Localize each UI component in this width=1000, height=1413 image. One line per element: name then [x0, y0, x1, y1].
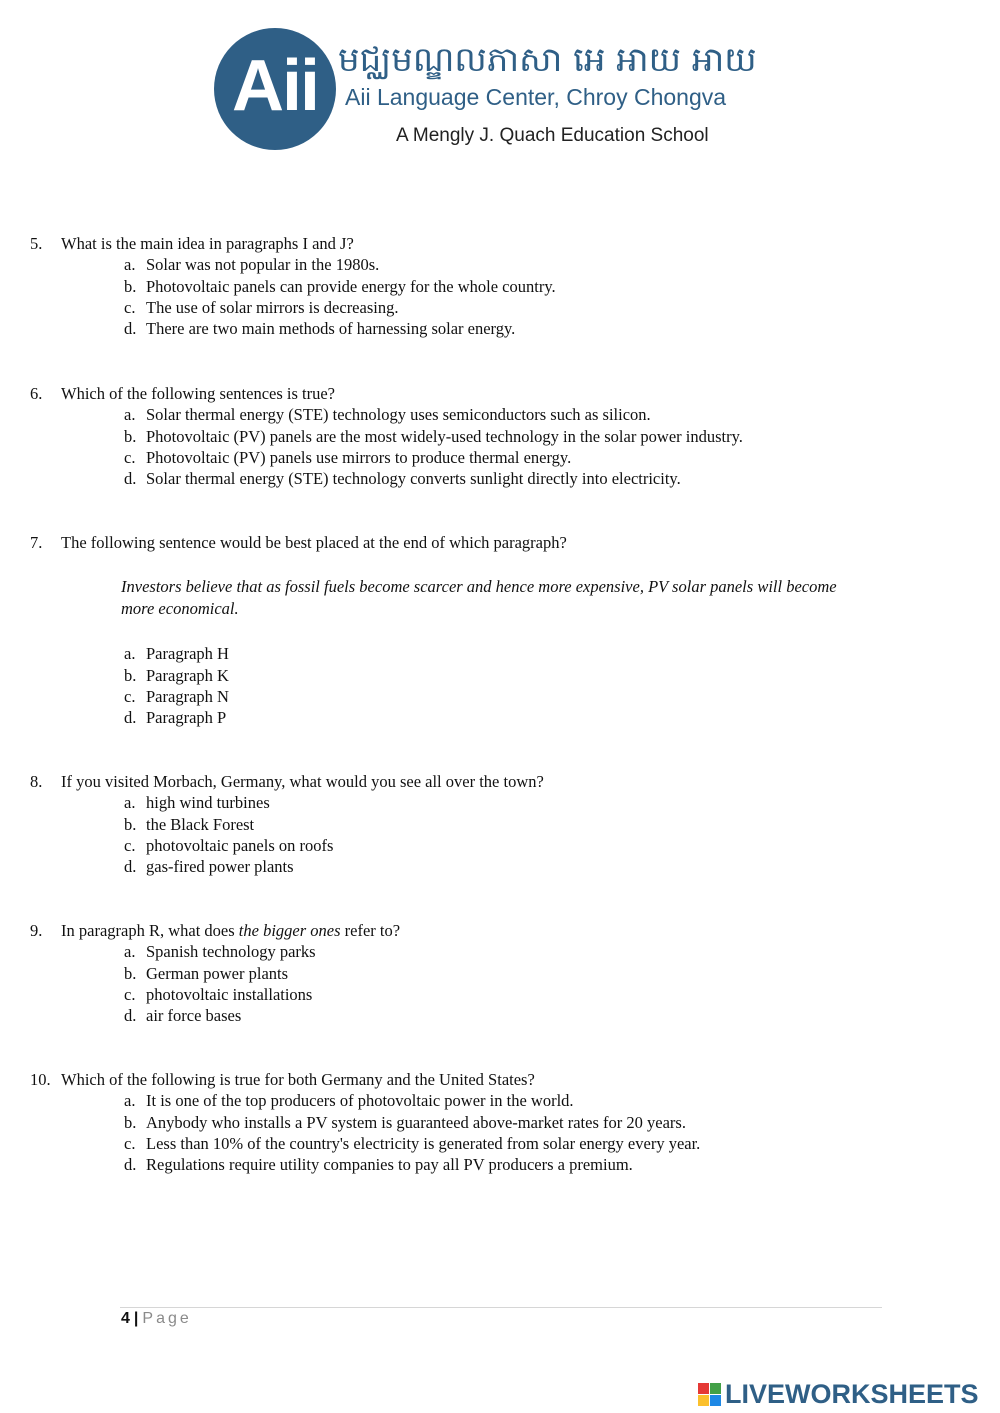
option-letter: c.: [124, 297, 136, 317]
option-text: air force bases: [146, 1006, 242, 1026]
question-text: If you visited Morbach, Germany, what would you see all over the town?: [61, 772, 544, 791]
question-number: 6.: [30, 384, 43, 403]
question-6: [30, 383, 743, 489]
option-letter: a.: [124, 1091, 136, 1111]
option-list: [124, 1090, 700, 1175]
question-number: 9.: [30, 921, 43, 940]
option-text: Paragraph H: [146, 644, 229, 664]
page-separator: |: [133, 1310, 139, 1327]
option-d[interactable]: [124, 856, 544, 877]
school-name: Aii Language Center, Chroy Chongva: [345, 84, 727, 110]
option-text: the Black Forest: [146, 814, 255, 834]
option-d[interactable]: [124, 468, 743, 489]
footer-divider: [120, 1307, 882, 1308]
option-letter: a.: [124, 942, 136, 962]
option-letter: b.: [124, 665, 137, 685]
question-text: Which of the following is true for both Germany and the United States?: [61, 1070, 535, 1089]
school-subtitle: A Mengly J. Quach Education School: [396, 125, 709, 146]
school-logo: [214, 28, 336, 150]
question-5: [30, 233, 556, 339]
option-list: [124, 254, 556, 339]
option-d[interactable]: [124, 1005, 400, 1026]
option-letter: d.: [124, 708, 137, 728]
option-text: Photovoltaic (PV) panels are the most widely-used technology in the solar power industry.: [146, 426, 743, 446]
option-text: Photovoltaic panels can provide energy for the whole country.: [146, 276, 556, 296]
option-letter: c.: [124, 686, 136, 706]
option-letter: c.: [124, 835, 136, 855]
question-stem: [30, 383, 743, 404]
option-letter: a.: [124, 793, 136, 813]
option-letter: d.: [124, 469, 137, 489]
option-letter: d.: [124, 319, 137, 339]
option-letter: c.: [124, 1133, 136, 1153]
question-stem: [30, 532, 871, 553]
option-c[interactable]: [124, 984, 400, 1005]
document-header: [0, 0, 1000, 170]
option-text: Anybody who installs a PV system is guaranteed above-market rates for 20 years.: [146, 1112, 686, 1132]
option-d[interactable]: [124, 707, 871, 728]
option-text: gas-fired power plants: [146, 857, 294, 877]
option-a[interactable]: [124, 941, 400, 962]
question-number: 7.: [30, 533, 43, 552]
page-number-value: 4: [121, 1310, 130, 1327]
option-letter: a.: [124, 255, 136, 275]
option-text: The use of solar mirrors is decreasing.: [146, 297, 399, 317]
option-letter: b.: [124, 276, 137, 296]
option-text: Solar thermal energy (STE) technology uses semiconductors such as silicon.: [146, 405, 651, 425]
option-letter: b.: [124, 963, 137, 983]
logo-text: Aii: [231, 46, 318, 126]
question-stem: [30, 1069, 700, 1090]
option-list: [124, 792, 544, 877]
option-b[interactable]: [124, 814, 544, 835]
option-b[interactable]: [124, 1112, 700, 1133]
option-text: Less than 10% of the country's electricity is generated from solar energy every year.: [146, 1133, 701, 1153]
question-stem: [30, 920, 400, 941]
option-a[interactable]: [124, 1090, 700, 1111]
question-text-end: refer to?: [340, 921, 401, 940]
option-text: Solar was not popular in the 1980s.: [146, 255, 380, 275]
option-a[interactable]: [124, 792, 544, 813]
option-b[interactable]: [124, 665, 871, 686]
option-text: photovoltaic installations: [146, 984, 313, 1004]
logo-square-e: [710, 1395, 721, 1406]
logo-square-i: [710, 1383, 721, 1394]
option-letter: b.: [124, 814, 137, 834]
question-text-start: In paragraph R, what does: [61, 921, 239, 940]
option-a[interactable]: [124, 254, 556, 275]
option-a[interactable]: [124, 643, 871, 664]
liveworksheets-logo-icon: [698, 1383, 721, 1406]
quoted-sentence: Investors believe that as fossil fuels become scarcer and hence more expensive, PV solar panels will become more economical.: [121, 577, 837, 619]
option-d[interactable]: [124, 1154, 700, 1175]
question-number: 5.: [30, 234, 43, 253]
question-text: The following sentence would be best placed at the end of which paragraph?: [61, 533, 567, 552]
option-text: It is one of the top producers of photovoltaic power in the world.: [146, 1091, 574, 1111]
option-text: photovoltaic panels on roofs: [146, 835, 334, 855]
option-letter: d.: [124, 1006, 137, 1026]
logo-square-l: [698, 1383, 709, 1394]
option-text: There are two main methods of harnessing solar energy.: [146, 319, 516, 339]
option-text: Paragraph P: [146, 708, 227, 728]
question-10: [30, 1069, 700, 1175]
liveworksheets-text: LIVEWORKSHEETS: [725, 1378, 979, 1409]
logo-square-v: [698, 1395, 709, 1406]
option-text: Spanish technology parks: [146, 942, 316, 962]
option-letter: c.: [124, 984, 136, 1004]
option-letter: d.: [124, 1155, 137, 1175]
option-text: high wind turbines: [146, 793, 270, 813]
page-word: Page: [142, 1310, 192, 1327]
option-c[interactable]: [124, 447, 743, 468]
khmer-school-name: មជ្ឈមណ្ឌលភាសា អេ អាយ អាយ: [338, 40, 757, 80]
option-list: [124, 643, 871, 728]
option-letter: d.: [124, 857, 137, 877]
question-text: Which of the following sentences is true?: [61, 384, 335, 403]
option-text: German power plants: [146, 963, 289, 983]
question-stem: [30, 233, 556, 254]
option-b[interactable]: [124, 276, 556, 297]
question-8: [30, 771, 544, 877]
option-text: Photovoltaic (PV) panels use mirrors to produce thermal energy.: [146, 447, 572, 467]
question-7: [30, 532, 871, 728]
option-list: [124, 941, 400, 1026]
option-c[interactable]: [124, 1133, 700, 1154]
option-letter: c.: [124, 447, 136, 467]
question-stem: [30, 771, 544, 792]
question-number: 8.: [30, 772, 43, 791]
option-c[interactable]: [124, 297, 556, 318]
page-number: [121, 1310, 192, 1328]
question-text-italic: the bigger ones: [238, 921, 341, 940]
option-text: Paragraph K: [146, 665, 229, 685]
option-letter: a.: [124, 405, 136, 425]
question-9: [30, 920, 400, 1026]
option-text: Solar thermal energy (STE) technology converts sunlight directly into electricity.: [146, 469, 681, 489]
option-letter: a.: [124, 644, 136, 664]
question-number: 10.: [30, 1070, 51, 1089]
option-d[interactable]: [124, 318, 556, 339]
option-b[interactable]: [124, 963, 400, 984]
option-list: [124, 404, 743, 489]
option-letter: b.: [124, 426, 137, 446]
option-text: Paragraph N: [146, 686, 229, 706]
liveworksheets-watermark: [698, 1378, 979, 1410]
option-b[interactable]: [124, 426, 743, 447]
option-text: Regulations require utility companies to pay all PV producers a premium.: [146, 1155, 633, 1175]
question-text: What is the main idea in paragraphs I and J?: [61, 234, 354, 253]
option-c[interactable]: [124, 835, 544, 856]
option-a[interactable]: [124, 404, 743, 425]
option-c[interactable]: [124, 686, 871, 707]
option-letter: b.: [124, 1112, 137, 1132]
